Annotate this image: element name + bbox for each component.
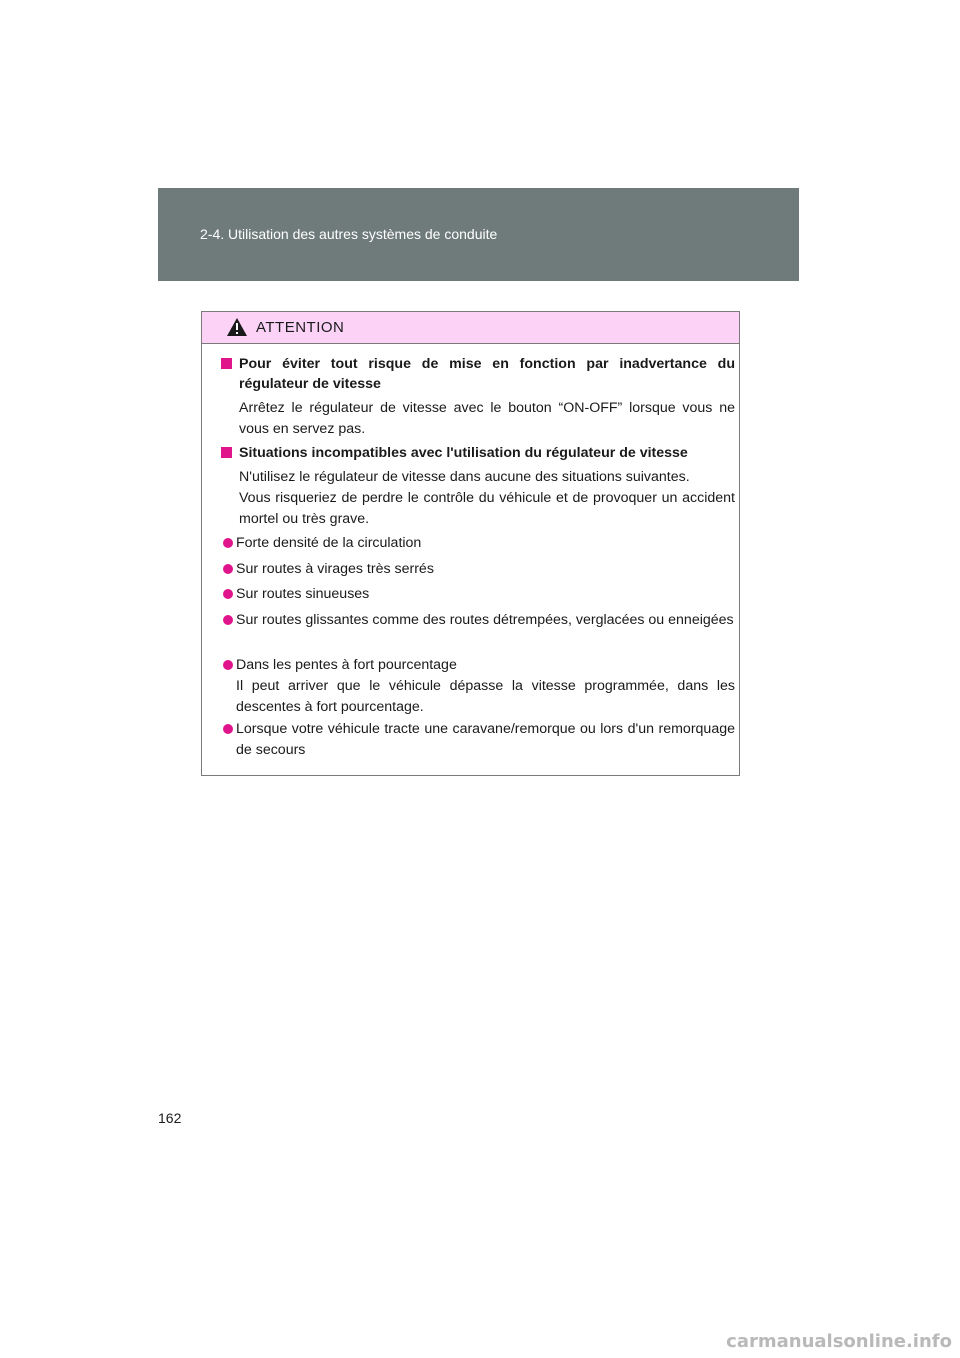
circle-bullet-icon — [223, 589, 233, 599]
section-2-text-2: Vous risqueriez de perdre le contrôle du véhicule et de provoquer un accident mortel ou très grave. — [239, 490, 735, 527]
warning-title: ATTENTION — [256, 319, 345, 336]
list-item: Sur routes à virages très serrés — [221, 559, 735, 580]
section-1-title: Pour éviter tout risque de mise en fonction par inadvertance du régulateur de vitesse — [221, 354, 735, 394]
warning-header — [202, 312, 739, 344]
circle-bullet-icon — [223, 615, 233, 625]
circle-bullet-icon — [223, 660, 233, 670]
square-bullet-icon — [221, 447, 232, 458]
warning-triangle-icon — [226, 317, 248, 337]
circle-bullet-icon — [223, 724, 233, 734]
list-item: Forte densité de la circulation — [221, 533, 735, 554]
list-item: Sur routes sinueuses — [221, 584, 735, 605]
section-1-text: Arrêtez le régulateur de vitesse avec le bouton “ON-OFF” lorsque vous ne vous en servez pas. — [239, 400, 735, 437]
watermark: carmanualsonline.info — [726, 1331, 952, 1352]
page-number: 162 — [158, 1110, 182, 1126]
warning-box — [201, 311, 740, 776]
section-title: 2-4. Utilisation des autres systèmes de conduite — [200, 226, 498, 242]
list-item-note: Il peut arriver que le véhicule dépasse la vitesse programmée, dans les descentes à fort pourcentage. — [236, 678, 735, 715]
list-item: Lorsque votre véhicule tracte une caravane/remorque ou lors d'un remorquage de secours — [221, 719, 735, 761]
list-item: Sur routes glissantes comme des routes détrempées, verglacées ou enneigées — [221, 610, 735, 631]
circle-bullet-icon — [223, 538, 233, 548]
list-item: Dans les pentes à fort pourcentage Il peut arriver que le véhicule dépasse la vitesse programmée, dans les descentes à fort pourcentage. — [221, 655, 735, 718]
square-bullet-icon — [221, 358, 232, 369]
section-2-title: Situations incompatibles avec l'utilisation du régulateur de vitesse — [221, 443, 735, 463]
circle-bullet-icon — [223, 564, 233, 574]
section-2-text-1: N'utilisez le régulateur de vitesse dans aucune des situations suivantes. — [239, 469, 690, 485]
section-header-band — [158, 188, 799, 281]
